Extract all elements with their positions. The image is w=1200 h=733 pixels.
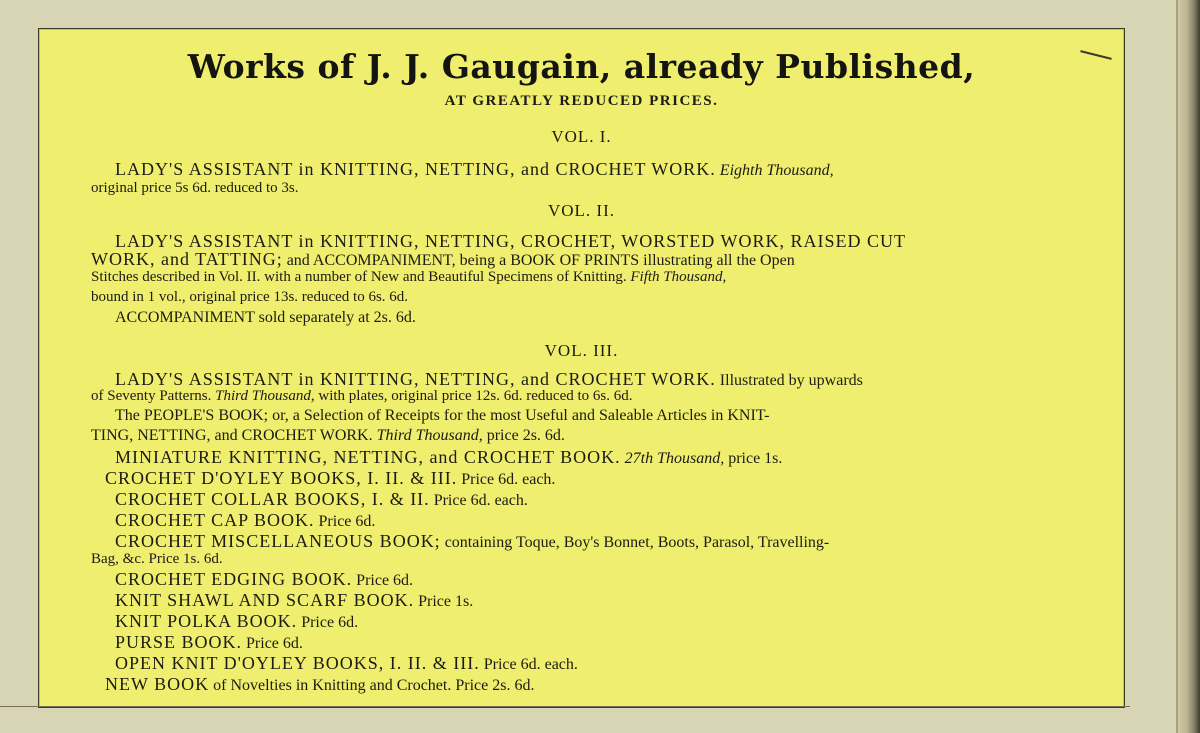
bottom-rule — [0, 706, 1130, 707]
vol-3-peoples-book-cont: TING, NETTING, and CROCHET WORK. Third Thousand, price 2s. 6d. — [91, 427, 565, 444]
vol-3-collar: CROCHET COLLAR BOOKS, I. & II. Price 6d. each. — [115, 489, 528, 509]
vol-3-miscellaneous-cont: Bag, &c. Price 1s. 6d. — [91, 551, 223, 567]
vol-2-price: bound in 1 vol., original price 13s. reduced to 6s. 6d. — [91, 289, 409, 305]
page-title: Works of J. J. Gaugain, already Published, — [187, 47, 976, 86]
vol-2-line-1: LADY'S ASSISTANT in KNITTING, NETTING, CROCHET, WORSTED WORK, RAISED CUT — [115, 231, 906, 251]
page-subtitle: AT GREATLY REDUCED PRICES. — [444, 93, 719, 109]
vol-3-edging: CROCHET EDGING BOOK. Price 6d. — [115, 569, 414, 589]
vol-3-cap: CROCHET CAP BOOK. Price 6d. — [115, 510, 376, 530]
vol-2-accompaniment: ACCOMPANIMENT sold separately at 2s. 6d. — [115, 309, 416, 326]
vol-3-purse: PURSE BOOK. Price 6d. — [115, 632, 303, 652]
vol-3-line-2: of Seventy Patterns. Third Thousand, with plates, original price 12s. 6d. reduced to 6s. 6d. — [91, 388, 633, 404]
vol-1-price: original price 5s 6d. reduced to 3s. — [91, 180, 299, 196]
vol-3-miniature: MINIATURE KNITTING, NETTING, and CROCHET BOOK. 27th Thousand, price 1s. — [115, 447, 783, 467]
page-edge — [1178, 0, 1200, 733]
vol-3-shawl: KNIT SHAWL AND SCARF BOOK. Price 1s. — [115, 590, 474, 610]
vol-3-doyley: CROCHET D'OYLEY BOOKS, I. II. & III. Price 6d. each. — [105, 468, 556, 488]
vol-3-heading: VOL. III. — [544, 341, 619, 360]
vol-3-open-knit: OPEN KNIT D'OYLEY BOOKS, I. II. & III. Price 6d. each. — [115, 653, 578, 673]
vol-1-edition: Eighth Thousand, — [719, 162, 834, 179]
vol-3-new-book: NEW BOOK of Novelties in Knitting and Crochet. Price 2s. 6d. — [105, 674, 535, 694]
advert-panel — [38, 28, 1125, 708]
vol-1-title: LADY'S ASSISTANT in KNITTING, NETTING, and CROCHET WORK. — [115, 159, 716, 179]
vol-2-line-3: Stitches described in Vol. II. with a number of New and Beautiful Specimens of Knitting. Fifth Thousand, — [91, 269, 727, 285]
vol-3-line-1: LADY'S ASSISTANT in KNITTING, NETTING, and CROCHET WORK. Illustrated by upwards — [115, 369, 863, 389]
vol-1-heading: VOL. I. — [551, 127, 612, 146]
vol-3-polka: KNIT POLKA BOOK. Price 6d. — [115, 611, 359, 631]
vol-2-line-2: WORK, and TATTING; and ACCOMPANIMENT, being a BOOK OF PRINTS illustrating all the Open — [91, 249, 795, 269]
vol-1-line-1 — [115, 159, 834, 180]
vol-3-peoples-book: The PEOPLE'S BOOK; or, a Selection of Receipts for the most Useful and Saleable Articles in KNIT- — [115, 407, 770, 424]
vol-2-heading: VOL. II. — [547, 201, 615, 220]
vol-3-miscellaneous: CROCHET MISCELLANEOUS BOOK; containing Toque, Boy's Bonnet, Boots, Parasol, Travelling- — [115, 531, 830, 551]
